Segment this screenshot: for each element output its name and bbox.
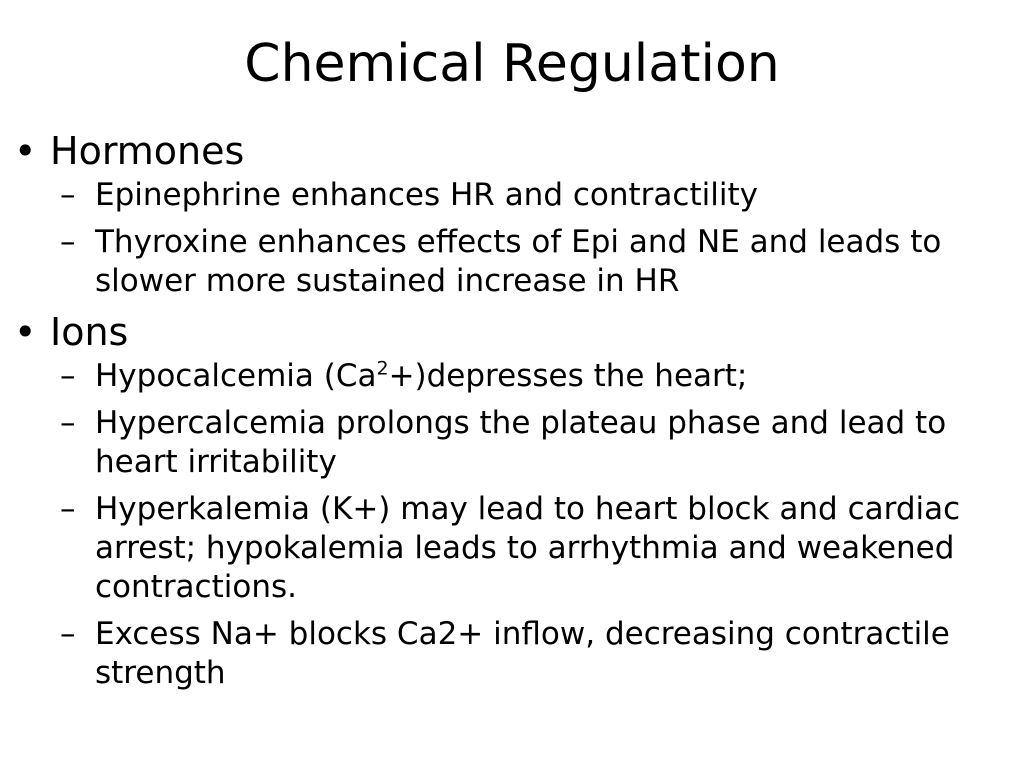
bullet-icon: •: [14, 310, 37, 354]
dash-icon: –: [60, 405, 76, 441]
list-item: [14, 357, 1004, 396]
topic-label: Hormones: [50, 129, 245, 173]
dash-icon: –: [60, 224, 76, 260]
superscript: 2: [376, 357, 389, 380]
item-text: Hyperkalemia (K+) may lead to heart block and cardiac arrest; hypokalemia leads to arrhythmia and weakened contractions.: [95, 491, 961, 605]
dash-icon: –: [60, 177, 76, 213]
list-item: [14, 490, 1004, 607]
ions-list: [14, 357, 1004, 693]
hormones-list: [14, 176, 1004, 301]
item-text-pre: Hypocalcemia (Ca: [95, 358, 377, 394]
topic-label: Ions: [50, 310, 129, 354]
item-text: Epinephrine enhances HR and contractility: [95, 177, 758, 213]
bullet-icon: •: [14, 129, 37, 173]
dash-icon: –: [60, 491, 76, 527]
item-text: Excess Na+ blocks Ca2+ inflow, decreasing contractile strength: [95, 616, 950, 691]
slide-title: Chemical Regulation: [244, 34, 780, 94]
list-item: [14, 223, 1004, 301]
topic-ions: [14, 309, 1004, 355]
dash-icon: –: [60, 616, 76, 652]
slide-content: [14, 128, 1004, 701]
list-item: [14, 176, 1004, 215]
item-text: Thyroxine enhances effects of Epi and NE and leads to slower more sustained increase in HR: [95, 224, 942, 299]
item-text-post: +)depresses the heart;: [388, 358, 748, 394]
topic-hormones: [14, 128, 1004, 174]
list-item: [14, 615, 1004, 693]
list-item: [14, 404, 1004, 482]
item-text: [95, 358, 747, 394]
item-text: Hypercalcemia prolongs the plateau phase and lead to heart irritability: [95, 405, 947, 480]
dash-icon: –: [60, 358, 76, 394]
